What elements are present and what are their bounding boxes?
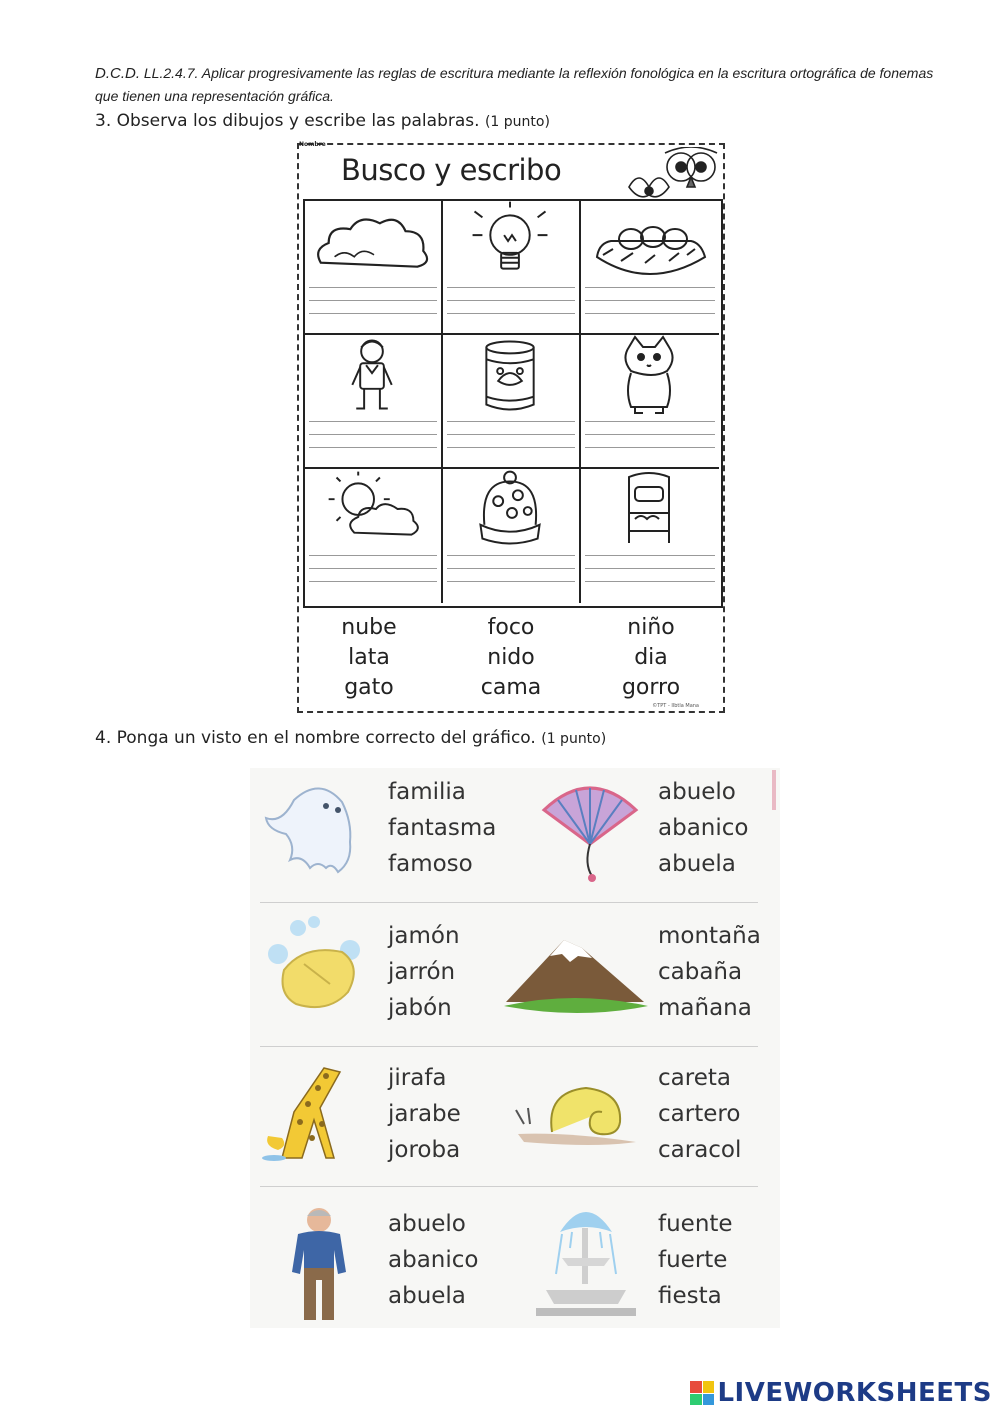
logo-text: LIVEWORKSHEETS <box>717 1378 992 1408</box>
writing-lines[interactable] <box>309 555 437 595</box>
fountain-icon <box>532 1198 640 1320</box>
lightbulb-icon <box>443 201 579 285</box>
snail-icon <box>512 1070 642 1150</box>
picture-name-panel <box>250 768 780 1328</box>
option-word[interactable]: abuela <box>388 1283 466 1309</box>
option-word[interactable]: cartero <box>658 1101 741 1127</box>
writing-lines[interactable] <box>585 555 715 595</box>
option-word[interactable]: jamón <box>388 923 460 949</box>
options-grandfather <box>388 1206 478 1314</box>
busco-escribo-sheet <box>297 143 725 713</box>
word-bank-item: niño <box>627 615 675 640</box>
option-word[interactable]: abuelo <box>658 779 736 805</box>
picture-grid <box>303 199 723 608</box>
option-word[interactable]: caracol <box>658 1137 742 1163</box>
word-column-2 <box>441 613 581 703</box>
option-word[interactable]: cabaña <box>658 959 743 985</box>
word-bank-item: lata <box>348 645 390 670</box>
options-ghost <box>388 774 496 882</box>
question-4-heading <box>95 728 606 748</box>
owl-decoration-icon <box>625 147 721 207</box>
writing-lines[interactable] <box>447 287 575 327</box>
option-word[interactable]: fiesta <box>658 1283 722 1309</box>
question-4-points: (1 punto) <box>541 731 607 747</box>
question-3-points: (1 punto) <box>484 114 550 130</box>
option-word[interactable]: jabón <box>388 995 452 1021</box>
option-word[interactable]: jirafa <box>388 1065 447 1091</box>
options-fan <box>658 774 748 882</box>
writing-lines[interactable] <box>309 421 437 461</box>
word-bank-item: gorro <box>621 675 681 700</box>
grid-cell-nino <box>305 335 443 469</box>
options-fountain <box>658 1206 733 1314</box>
bed-icon <box>581 469 719 553</box>
grid-cell-lata <box>443 335 581 469</box>
option-word[interactable]: fuente <box>658 1211 733 1237</box>
copyright-note: ©TPT - Ilbtla Mana <box>652 703 699 709</box>
nest-icon <box>581 201 719 285</box>
fan-icon <box>538 780 642 886</box>
grid-cell-gorro <box>443 469 581 603</box>
word-column-1 <box>299 613 439 703</box>
grid-cell-gato <box>581 335 719 469</box>
writing-lines[interactable] <box>585 421 715 461</box>
question-4-text: 4. Ponga un visto en el nombre correcto del gráfico. <box>95 728 536 748</box>
option-word[interactable]: abanico <box>658 815 749 841</box>
sheet-title: Busco y escribo <box>341 153 562 187</box>
grid-cell-foco <box>443 201 581 335</box>
options-soap <box>388 918 460 1026</box>
cat-icon <box>581 335 719 419</box>
option-word[interactable]: careta <box>658 1065 731 1091</box>
boy-icon <box>305 335 441 419</box>
word-bank-item: nube <box>341 615 397 640</box>
sun-cloud-icon <box>305 469 441 553</box>
row-divider <box>260 1046 758 1047</box>
word-bank-item: dia <box>634 645 668 670</box>
giraffe-icon <box>260 1058 370 1166</box>
question-3-text: 3. Observa los dibujos y escribe las palabras. <box>95 111 480 131</box>
writing-lines[interactable] <box>585 287 715 327</box>
dcd-objective: LL.2.4.7. Aplicar progresivamente las reglas de escritura mediante la reflexión fonológica en la escritura ortográfica de fonemas que tienen una representación gráfica. <box>95 65 934 104</box>
grid-cell-dia <box>305 469 443 603</box>
hat-icon <box>443 469 579 553</box>
writing-lines[interactable] <box>447 421 575 461</box>
option-word[interactable]: fantasma <box>388 815 497 841</box>
word-bank-item: cama <box>480 675 542 700</box>
word-bank-item: foco <box>487 615 535 640</box>
options-giraffe <box>388 1060 461 1168</box>
can-icon <box>443 335 579 419</box>
word-column-3 <box>581 613 721 703</box>
option-word[interactable]: joroba <box>388 1137 461 1163</box>
option-word[interactable]: famoso <box>388 851 473 877</box>
grid-cell-nube <box>305 201 443 335</box>
options-snail <box>658 1060 741 1168</box>
logo-mark-icon <box>690 1381 714 1405</box>
writing-lines[interactable] <box>309 287 437 327</box>
option-word[interactable]: montaña <box>658 923 761 949</box>
liveworksheets-logo <box>690 1378 992 1408</box>
option-word[interactable]: abuela <box>658 851 736 877</box>
option-word[interactable]: fuerte <box>658 1247 728 1273</box>
question-3-heading <box>95 111 550 131</box>
soap-icon <box>264 914 368 1018</box>
word-bank-item: nido <box>487 645 535 670</box>
option-word[interactable]: abuelo <box>388 1211 466 1237</box>
dcd-code: D.C.D. <box>95 65 140 82</box>
writing-lines[interactable] <box>447 555 575 595</box>
scroll-marker <box>772 770 776 810</box>
options-mountain <box>658 918 761 1026</box>
row-divider <box>260 902 758 903</box>
nombre-label: Nombre <box>299 141 326 148</box>
objective-text <box>95 62 955 107</box>
grandfather-icon <box>284 1204 354 1326</box>
cloud-icon <box>305 201 441 285</box>
option-word[interactable]: familia <box>388 779 466 805</box>
ghost-icon <box>264 782 368 882</box>
option-word[interactable]: jarabe <box>388 1101 461 1127</box>
mountain-icon <box>502 926 650 1018</box>
option-word[interactable]: mañana <box>658 995 752 1021</box>
word-bank-item: gato <box>344 675 394 700</box>
option-word[interactable]: jarrón <box>388 959 456 985</box>
option-word[interactable]: abanico <box>388 1247 479 1273</box>
grid-cell-cama <box>581 469 719 603</box>
grid-cell-nido <box>581 201 719 335</box>
row-divider <box>260 1186 758 1187</box>
